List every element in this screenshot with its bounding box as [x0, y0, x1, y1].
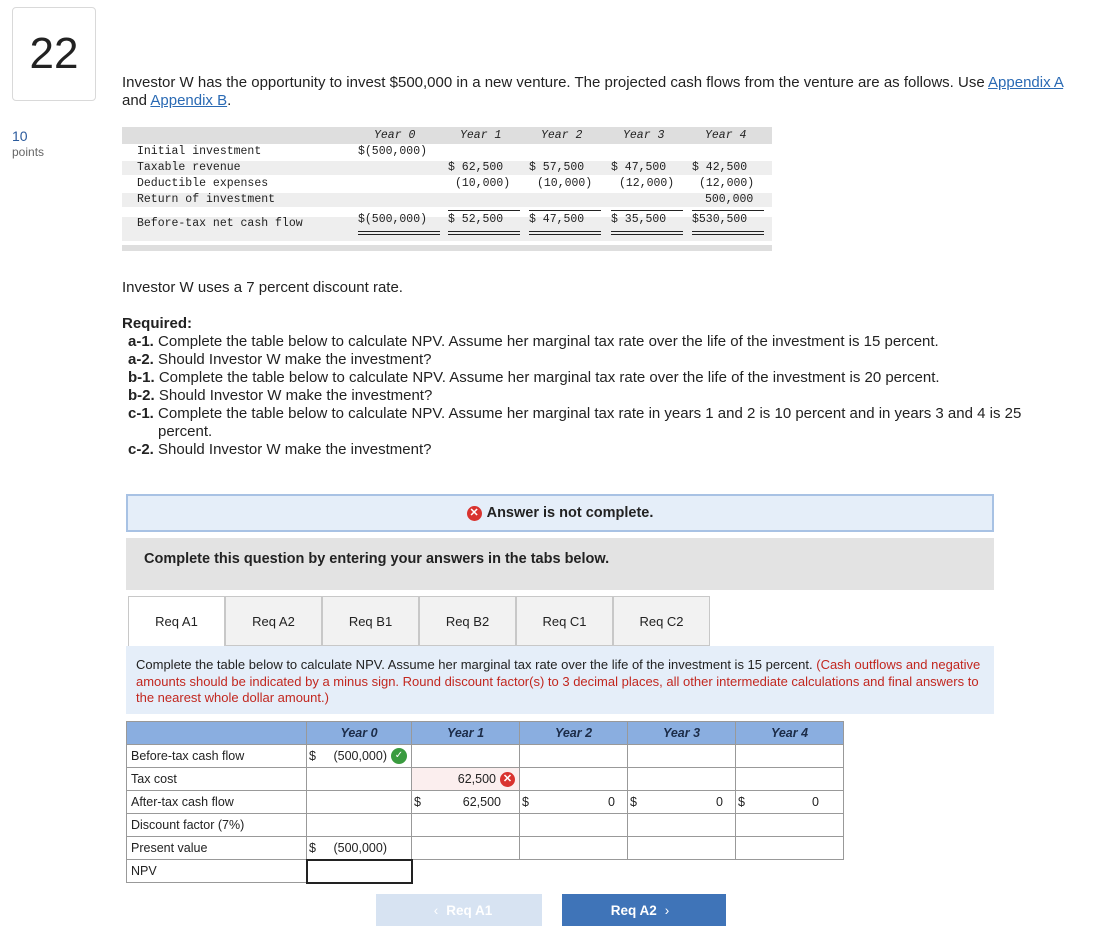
cf-cell: $530,500	[692, 213, 748, 226]
required-item-continued: percent.	[158, 423, 213, 440]
cf-header-y4: Year 4	[705, 129, 747, 142]
row-label: Discount factor (7%)	[127, 814, 307, 837]
tax-cost-y4-input[interactable]	[736, 768, 844, 791]
prev-req-button[interactable]	[376, 894, 542, 926]
present-value-y3-input[interactable]	[628, 837, 736, 860]
cf-cell: $ 47,500	[611, 161, 667, 174]
cf-row-label: Deductible expenses	[137, 177, 269, 190]
appendix-b-link[interactable]: Appendix B	[150, 92, 228, 109]
intro-and: and	[122, 92, 151, 109]
prev-label: Req A1	[446, 902, 493, 918]
present-value-y1-input[interactable]	[412, 837, 520, 860]
cf-cell: $ 42,500	[692, 161, 748, 174]
tab-req-a1[interactable]: Req A1	[128, 596, 225, 646]
tax-cost-y2-input[interactable]	[520, 768, 628, 791]
after-tax-y2	[520, 791, 628, 814]
required-title: Required:	[122, 315, 193, 332]
req-tabs	[128, 596, 710, 646]
cf-row-label: Before-tax net cash flow	[137, 217, 303, 230]
cf-double-underline	[448, 231, 520, 235]
discount-y0	[307, 814, 412, 837]
cf-cell: 500,000	[705, 193, 754, 206]
cf-double-underline	[358, 231, 440, 235]
cashflow-header-band	[122, 127, 772, 144]
cell-value: 0	[716, 795, 723, 809]
required-item: b-1. Complete the table below to calculate NPV. Assume her marginal tax rate over the life of the investment is 20 percent.	[128, 369, 940, 386]
cf-cell: (12,000)	[699, 177, 755, 190]
header-year4: Year 4	[736, 722, 844, 745]
row-label: After-tax cash flow	[127, 791, 307, 814]
row-tax-cost	[127, 768, 844, 791]
dollar-sign: $	[309, 749, 316, 763]
cell-value: 0	[812, 795, 819, 809]
cf-cell: $ 47,500	[529, 213, 585, 226]
cell-value: (500,000)	[333, 749, 387, 763]
row-label: Tax cost	[127, 768, 307, 791]
npv-input[interactable]	[307, 860, 412, 883]
before-tax-y1-input[interactable]	[412, 745, 520, 768]
next-label: Req A2	[610, 902, 657, 918]
x-circle-icon: ✕	[500, 772, 515, 787]
npv-table	[126, 721, 844, 884]
npv-empty	[628, 860, 736, 883]
cf-row-label: Taxable revenue	[137, 161, 241, 174]
cell-value: 0	[608, 795, 615, 809]
cf-cell: (10,000)	[455, 177, 511, 190]
tab-instructions	[126, 646, 994, 714]
instr-red: (Cash outflows and negative amounts should be indicated by a minus sign. Round discount factor(s) to 3 decimal places, all other intermediate calculations and final answers to the nearest whole dollar amount.)	[136, 657, 981, 705]
next-req-button[interactable]	[562, 894, 726, 926]
tab-req-a2[interactable]: Req A2	[225, 596, 322, 646]
row-before-tax	[127, 745, 844, 768]
after-tax-y1	[412, 791, 520, 814]
cf-header-y0: Year 0	[374, 129, 416, 142]
cf-cell: $ 62,500	[448, 161, 504, 174]
required-item: c-1. Complete the table below to calculate NPV. Assume her marginal tax rate in years 1 and 2 is 10 percent and in years 3 and 4 is 25	[128, 405, 1022, 422]
chevron-left-icon: ‹	[433, 902, 439, 918]
tab-req-c2[interactable]: Req C2	[613, 596, 710, 646]
answer-incomplete-notice	[126, 494, 994, 532]
cf-row-label: Return of investment	[137, 193, 276, 206]
cf-underline	[529, 210, 601, 211]
discount-y4-input[interactable]	[736, 814, 844, 837]
discount-y1-input[interactable]	[412, 814, 520, 837]
header-year0: Year 0	[307, 722, 412, 745]
cf-cell: $ 35,500	[611, 213, 667, 226]
points-label: points	[12, 145, 45, 159]
header-year1: Year 1	[412, 722, 520, 745]
tax-cost-y1-input[interactable]	[412, 768, 520, 791]
chevron-right-icon: ›	[664, 902, 670, 918]
npv-header-row	[127, 722, 844, 745]
cf-header-y2: Year 2	[541, 129, 583, 142]
cf-double-underline	[611, 231, 683, 235]
cf-cell: $(500,000)	[358, 145, 428, 158]
discount-y3-input[interactable]	[628, 814, 736, 837]
npv-empty	[520, 860, 628, 883]
row-discount-factor	[127, 814, 844, 837]
dollar-sign: $	[738, 795, 745, 809]
row-npv	[127, 860, 844, 883]
tax-cost-y3-input[interactable]	[628, 768, 736, 791]
cell-value: (500,000)	[333, 840, 387, 855]
required-item: b-2. Should Investor W make the investment?	[128, 387, 433, 404]
cashflow-bottom-band	[122, 245, 772, 251]
cashflow-table	[122, 127, 772, 251]
after-tax-y3	[628, 791, 736, 814]
row-present-value	[127, 837, 844, 860]
points-value: 10	[12, 128, 28, 144]
cf-header-y3: Year 3	[623, 129, 665, 142]
header-blank	[127, 722, 307, 745]
intro-text: Investor W has the opportunity to invest $500,000 in a new venture. The projected cash flows from the venture are as follows. Use	[122, 74, 985, 91]
tax-cost-y0	[307, 768, 412, 791]
cf-header-y1: Year 1	[460, 129, 502, 142]
required-item: c-2. Should Investor W make the investment?	[128, 441, 432, 458]
cf-cell: (12,000)	[619, 177, 675, 190]
dollar-sign: $	[630, 795, 637, 809]
cf-cell: $(500,000)	[358, 213, 428, 226]
npv-empty	[736, 860, 844, 883]
present-value-y4-input[interactable]	[736, 837, 844, 860]
cell-value: 62,500	[457, 772, 496, 786]
cf-cell: $ 52,500	[448, 213, 504, 226]
before-tax-y2-input[interactable]	[520, 745, 628, 768]
cf-underline	[611, 210, 683, 211]
dollar-sign: $	[309, 840, 316, 855]
before-tax-y4-input[interactable]	[736, 745, 844, 768]
check-circle-icon: ✓	[391, 748, 407, 764]
row-label: NPV	[127, 860, 307, 883]
x-circle-icon: ✕	[467, 506, 482, 521]
row-label: Present value	[127, 837, 307, 860]
before-tax-y3-input[interactable]	[628, 745, 736, 768]
required-section	[122, 315, 1072, 459]
cf-row-label: Initial investment	[137, 145, 262, 158]
tab-req-b1[interactable]: Req B1	[322, 596, 419, 646]
after-tax-y4	[736, 791, 844, 814]
cf-cell: (10,000)	[537, 177, 593, 190]
cf-cell: $ 57,500	[529, 161, 585, 174]
appendix-a-link[interactable]: Appendix A	[988, 74, 1064, 91]
required-item: a-1. Complete the table below to calculate NPV. Assume her marginal tax rate over the life of the investment is 15 percent.	[128, 333, 939, 350]
npv-empty	[412, 860, 520, 883]
required-item: a-2. Should Investor W make the investment?	[128, 351, 432, 368]
row-label: Before-tax cash flow	[127, 745, 307, 768]
before-tax-y0-input[interactable]	[307, 745, 412, 768]
discount-rate-text: Investor W uses a 7 percent discount rate.	[122, 279, 403, 296]
cf-double-underline	[529, 231, 601, 235]
discount-y2-input[interactable]	[520, 814, 628, 837]
cell-value: 62,500	[462, 795, 501, 809]
header-year2: Year 2	[520, 722, 628, 745]
instr-main: Complete the table below to calculate NPV. Assume her marginal tax rate over the life of the investment is 15 percent.	[136, 657, 813, 672]
cf-underline	[692, 210, 764, 211]
dollar-sign: $	[414, 795, 421, 809]
question-number: 22	[12, 7, 96, 101]
complete-instruction: Complete this question by entering your answers in the tabs below.	[126, 538, 994, 590]
present-value-y0	[307, 837, 412, 860]
header-year3: Year 3	[628, 722, 736, 745]
points-info	[12, 128, 44, 160]
present-value-y2-input[interactable]	[520, 837, 628, 860]
intro-period: .	[227, 92, 232, 109]
after-tax-y0	[307, 791, 412, 814]
row-after-tax	[127, 791, 844, 814]
tab-req-c1[interactable]: Req C1	[516, 596, 613, 646]
notice-text: Answer is not complete.	[486, 505, 654, 521]
cf-double-underline	[692, 231, 764, 235]
cf-underline	[448, 210, 520, 211]
question-intro	[122, 74, 1082, 110]
tab-req-b2[interactable]: Req B2	[419, 596, 516, 646]
dollar-sign: $	[522, 795, 529, 809]
